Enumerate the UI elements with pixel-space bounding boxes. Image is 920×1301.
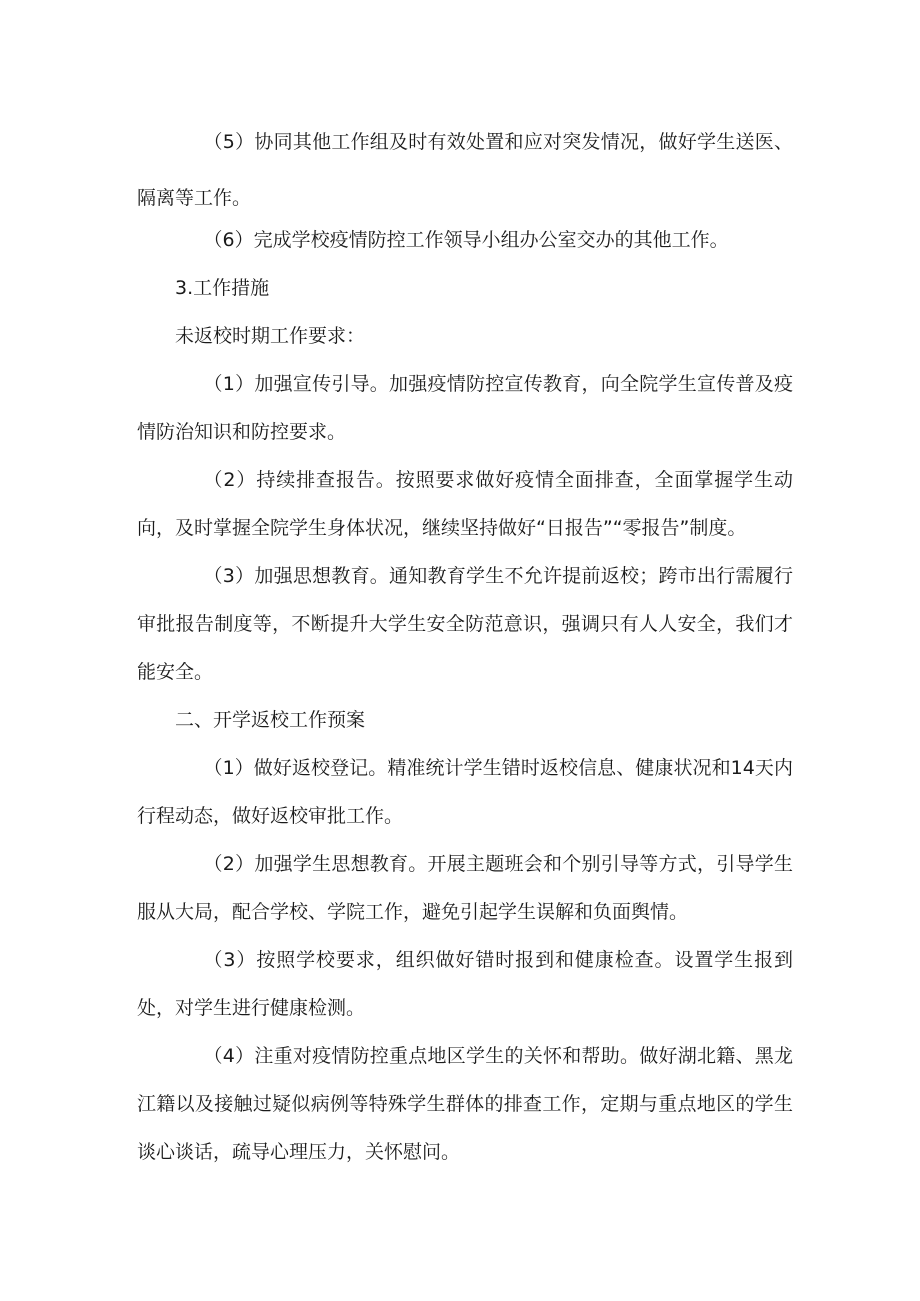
paragraph-3-ideological-education: （3）加强思想教育。通知教育学生不允许提前返校；跨市出行需履行审批报告制度等，不断提升大学生安全防范意识，强调只有人人安全，我们才能安全。 <box>137 565 793 683</box>
paragraph-2-student-education: （2）加强学生思想教育。开展主题班会和个别引导等方式，引导学生服从大局，配合学校、学院工作，避免引起学生误解和负面舆情。 <box>137 853 793 923</box>
paragraph-3-health-check: （3）按照学校要求，组织做好错时报到和健康检查。设置学生报到处，对学生进行健康检测。 <box>137 949 793 1019</box>
paragraph-4-key-area-care: （4）注重对疫情防控重点地区学生的关怀和帮助。做好湖北籍、黑龙江籍以及接触过疑似病例等特殊学生群体的排查工作，定期与重点地区的学生谈心谈话，疏导心理压力，关怀慰问。 <box>137 1045 793 1163</box>
paragraph-6-other-tasks: （6）完成学校疫情防控工作领导小组办公室交办的其他工作。 <box>203 229 729 251</box>
heading-work-measures: 3.工作措施 <box>175 277 270 299</box>
paragraph-2-screening-report: （2）持续排查报告。按照要求做好疫情全面排查，全面掌握学生动向，及时掌握全院学生身体状况，继续坚持做好“日报告”“零报告”制度。 <box>137 469 793 539</box>
heading-not-returned-requirements: 未返校时期工作要求： <box>175 325 366 347</box>
paragraph-5-assist-emergency: （5）协同其他工作组及时有效处置和应对突发情况，做好学生送医、隔离等工作。 <box>137 131 793 209</box>
paragraph-1-publicity: （1）加强宣传引导。加强疫情防控宣传教育，向全院学生宣传普及疫情防治知识和防控要求。 <box>137 373 793 443</box>
paragraph-1-return-registration: （1）做好返校登记。精准统计学生错时返校信息、健康状况和14天内行程动态，做好返校审批工作。 <box>137 757 793 827</box>
heading-return-plan: 二、开学返校工作预案 <box>175 709 366 731</box>
